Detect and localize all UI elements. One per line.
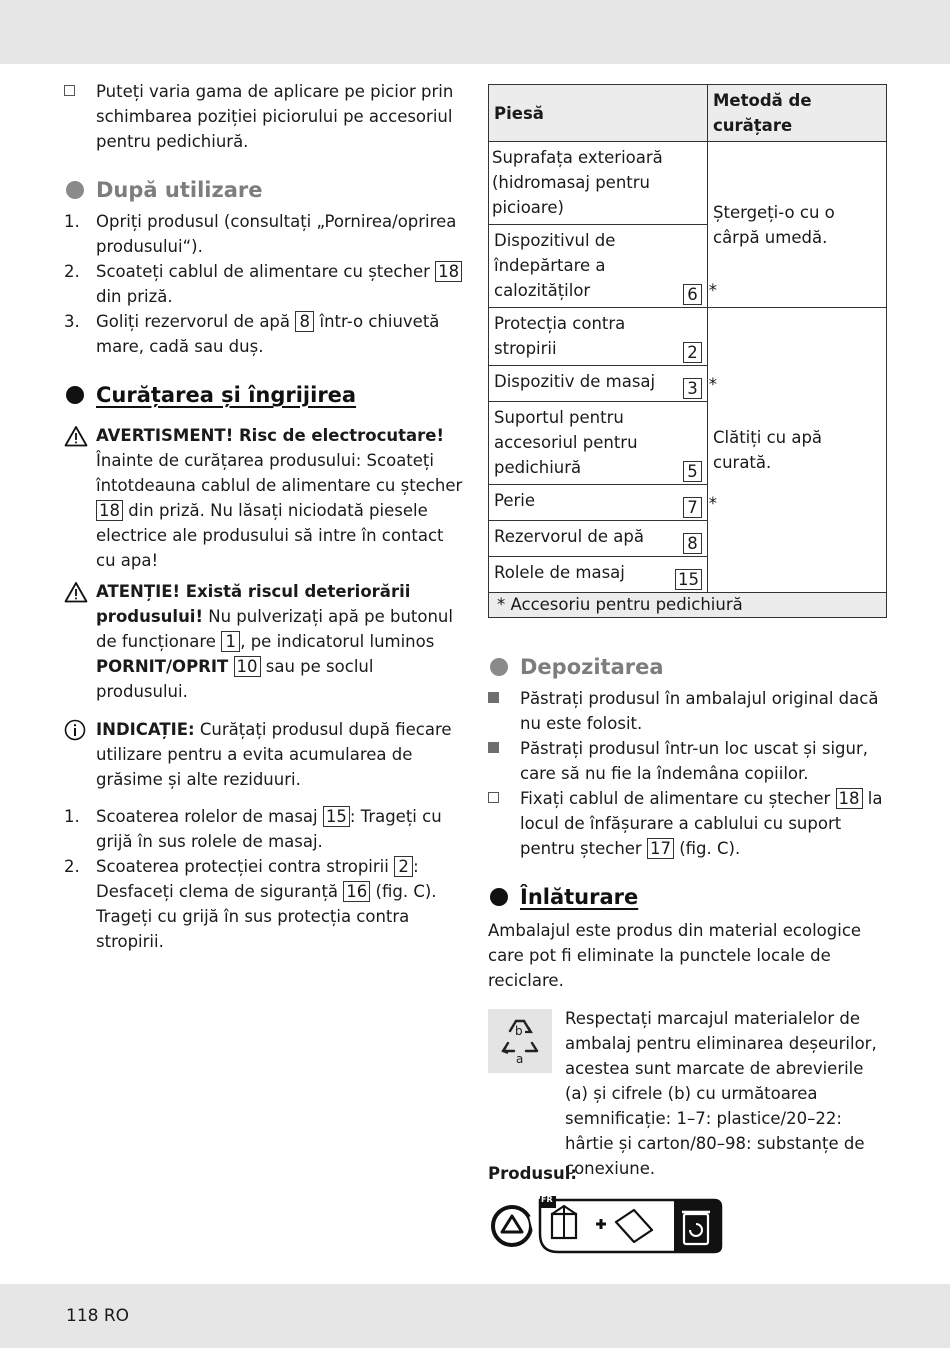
list-item: Puteți varia gama de aplicare pe picior prin schimbarea poziției piciorului pe accesoriul pentru pedichiură. (64, 79, 464, 154)
part-reference: 16 (343, 881, 370, 902)
table-row (489, 142, 887, 225)
bullet-dot-icon (66, 386, 84, 404)
bullet-dot-icon (490, 658, 508, 676)
table-cell-part: Perie 7 * (489, 485, 708, 521)
caution-block: ATENȚIE! Există riscul deteriorării produsului! Nu pulverizați apă pe butonul de funcționare 1 , pe indicatorul luminos PORNIT/OPRIT 10 sau pe soclul produsului. (64, 579, 464, 704)
part-reference: 7 (683, 497, 702, 518)
product-label: Produsul: (488, 1164, 577, 1183)
table-cell-part: Suportul pentru accesoriul pentru pedichiură 5 (489, 402, 708, 485)
part-reference: 15 (323, 806, 350, 827)
table-cell-method: Ștergeți-o cu o cârpă umedă. (708, 142, 887, 308)
triman-icon (488, 1202, 536, 1250)
part-reference: 8 (295, 311, 314, 332)
part-reference: 5 (683, 461, 702, 482)
section-heading-disposal: Înlăturare (488, 883, 888, 911)
cleaning-table (488, 84, 887, 618)
list-item: Păstrați produsul în ambalajul original dacă nu este folosit. (488, 686, 888, 736)
after-use-steps (64, 209, 464, 359)
note-block: INDICAȚIE: Curățați produsul după fiecare utilizare pentru a evita acumularea de grăsime și alte reziduuri. (64, 717, 464, 792)
list-item: 1. Scoaterea rolelor de masaj 15 : Trageți cu grijă în sus rolele de masaj. (64, 807, 442, 851)
left-column (64, 79, 464, 954)
recycle-code-a: a (516, 1052, 524, 1066)
empty-square-bullet-icon (488, 792, 499, 803)
table-cell-part: Rezervorul de apă 8 (489, 521, 708, 557)
fr-label: FR (541, 1195, 553, 1204)
triman-logo (488, 1196, 728, 1260)
part-reference: 2 (683, 342, 702, 363)
table-cell-part: Dispozitivul de îndepărtare a calozităților 6 * (489, 225, 708, 308)
part-reference: 15 (675, 569, 702, 590)
list-item: Fixați cablul de alimentare cu ștecher 18 la locul de înfășurare a cablului cu suport pentru ștecher 17 (fig. C). (488, 786, 888, 861)
recycle-symbol-box (488, 1009, 552, 1073)
part-reference: 17 (647, 838, 674, 859)
list-item: 2. Scoaterea protecției contra stropirii 2 : Desfaceți clema de siguranță 16 (fig. C). Trageți cu grijă în sus protecția contra stropirii. (64, 857, 437, 951)
header-band (0, 0, 950, 64)
list-item: 3. Goliți rezervorul de apă 8 într-o chiuvetă mare, cadă sau duș. (64, 312, 440, 356)
page-number: 118 RO (66, 1306, 130, 1326)
bullet-dot-icon (490, 888, 508, 906)
section-heading-after-use: După utilizare (64, 176, 464, 204)
warning-block: AVERTISMENT! Risc de electrocutare! Înainte de curățarea produsului: Scoateți întotdeauna cablul de alimentare cu ștecher 18 din priză. Nu lăsați niciodată piesele electrice ale produsului să intre în contact cu apa! (64, 423, 464, 573)
part-reference: 18 (836, 788, 863, 809)
table-cell-part: Rolele de masaj 15 (489, 557, 708, 593)
part-reference: 18 (435, 261, 462, 282)
column-header-method: Metodă de curățare (708, 85, 887, 142)
storage-section (488, 653, 888, 1260)
footer-band (0, 1284, 950, 1348)
section-heading-cleaning: Curățarea și îngrijirea (64, 381, 464, 409)
table-cell-part: Suprafața exterioară (hidromasaj pentru picioare) (489, 142, 708, 225)
recycle-code-b: b (515, 1024, 523, 1038)
empty-square-bullet-icon (64, 85, 75, 96)
warning-triangle-icon (64, 425, 88, 447)
table-footnote-row (489, 593, 887, 618)
warning-triangle-icon (64, 581, 88, 603)
table-footnote: * Accesoriu pentru pedichiură (489, 593, 887, 618)
part-reference: 6 (683, 284, 702, 305)
part-reference: 3 (683, 378, 702, 399)
filled-square-bullet-icon (488, 742, 499, 753)
table-row (489, 308, 887, 366)
cleaning-table-wrap (488, 84, 888, 618)
list-item: Păstrați produsul într-un loc uscat și sigur, care să nu fie la îndemâna copiilor. (488, 736, 888, 786)
part-reference: 2 (394, 856, 413, 877)
filled-square-bullet-icon (488, 692, 499, 703)
bullet-dot-icon (66, 181, 84, 199)
cleaning-steps (64, 804, 464, 954)
section-heading-storage: Depozitarea (488, 653, 888, 681)
table-header-row (489, 85, 887, 142)
list-item: 2. Scoateți cablul de alimentare cu ștecher 18 din priză. (64, 259, 464, 309)
column-header-part: Piesă (489, 85, 708, 142)
list-item: 1. Opriți produsul (consultați „Pornirea/oprirea produsului“). (64, 212, 457, 256)
sorting-info-icon (538, 1196, 724, 1256)
part-reference: 18 (96, 500, 123, 521)
recycle-text: Respectați marcajul materialelor de ambalaj pentru eliminarea deșeurilor, acestea sunt marcate de abrevierile (a) și cifrele (b) cu următoarea semnificație: 1–7: plastice/20–22: hârtie și carton/80–98: substanțe de conexiune. (565, 1009, 877, 1178)
info-icon (64, 719, 86, 741)
table-cell-part: Protecția contra stropirii 2 (489, 308, 708, 366)
table-cell-method: Clătiți cu apă curată. (708, 308, 887, 593)
part-reference: 10 (234, 656, 261, 677)
disposal-intro: Ambalajul este produs din material ecologice care pot fi eliminate la punctele locale de reciclare. (488, 921, 862, 990)
part-reference: 8 (683, 533, 702, 554)
table-cell-part: Dispozitiv de masaj 3 * (489, 366, 708, 402)
part-reference: 1 (221, 631, 240, 652)
